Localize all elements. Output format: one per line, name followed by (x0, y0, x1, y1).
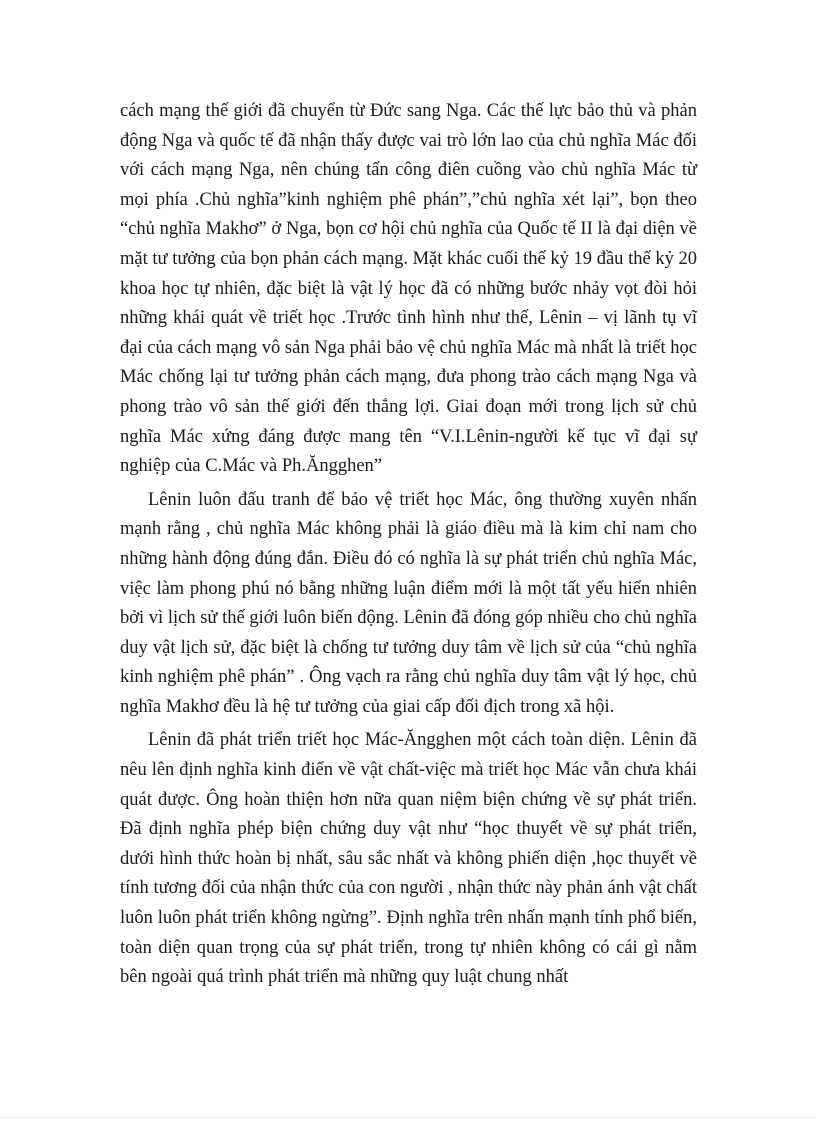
document-body (120, 97, 697, 993)
paragraph-continuation: cách mạng thế giới đã chuyển từ Đức sang Nga. Các thế lực bảo thủ và phản động Nga và quốc tế đã nhận thấy được vai trò lớn lao của chủ nghĩa Mác đối với cách mạng Nga, nên chúng tấn công điên cuồng vào chủ nghĩa Mác từ mọi phía .Chủ nghĩa”kinh nghiệm phê phán”,”chủ nghĩa xét lại”, bọn theo “chủ nghĩa Makhơ” ở Nga, bọn cơ hội chủ nghĩa của Quốc tế II là đại diện về mặt tư tưởng của bọn phản cách mạng. Mặt khác cuối thế kỷ 19 đầu thế kỷ 20 khoa học tự nhiên, đặc biệt là vật lý học đã có những bước nhảy vọt đòi hỏi những khái quát về triết học .Trước tình hình như thế, Lênin – vị lãnh tụ vĩ đại của cách mạng vô sản Nga phải bảo vệ chủ nghĩa Mác mà nhất là triết học Mác chống lại tư tưởng phản cách mạng, đưa phong trào cách mạng Nga và phong trào vô sản thế giới đến thắng lợi. Giai đoạn mới trong lịch sử chủ nghĩa Mác xứng đáng được mang tên “V.I.Lênin-người kế tục vĩ đại sự nghiệp của C.Mác và Ph.Ăngghen” (120, 101, 697, 477)
paragraph-lenin-develops-philosophy: Lênin đã phát triển triết học Mác-Ăngghen một cách toàn diện. Lênin đã nêu lên định nghĩa kinh điển về vật chất-việc mà triết học Mác vẫn chưa khái quát được. Ông hoàn thiện hơn nữa quan niệm biện chứng về sự phát triển. Đã định nghĩa phép biện chứng duy vật như “học thuyết về sự phát triển, dưới hình thức hoàn bị nhất, sâu sắc nhất và không phiến diện ,học thuyết về tính tương đối của nhận thức của con người , nhận thức này phản ánh vật chất luôn luôn phát triển không ngừng”. Định nghĩa trên nhấn mạnh tính phổ biến, toàn diện quan trọng của sự phát triển, trong tự nhiên không có cái gì nằm bên ngoài quá trình phát triển mà những quy luật chung nhất (120, 730, 697, 988)
paragraph-lenin-defends-marxism: Lênin luôn đấu tranh để bảo vệ triết học Mác, ông thường xuyên nhấn mạnh rằng , chủ nghĩa Mác không phải là giáo điều mà là kim chỉ nam cho những hành động đúng đắn. Điều đó có nghĩa là sự phát triển chủ nghĩa Mác, việc làm phong phú nó bằng những luận điểm mới là một tất yếu hiển nhiên bởi vì lịch sử thế giới luôn biến động. Lênin đã đóng góp nhiều cho chủ nghĩa duy vật lịch sử, đặc biệt là chống tư tưởng duy tâm về lịch sử của “chủ nghĩa kinh nghiệm phê phán” . Ông vạch ra rằng chủ nghĩa duy tâm vật lý học, chủ nghĩa Makhơ đều là hệ tư tưởng của giai cấp đối địch trong xã hội. (120, 489, 697, 717)
page-bottom-divider (0, 1117, 816, 1118)
